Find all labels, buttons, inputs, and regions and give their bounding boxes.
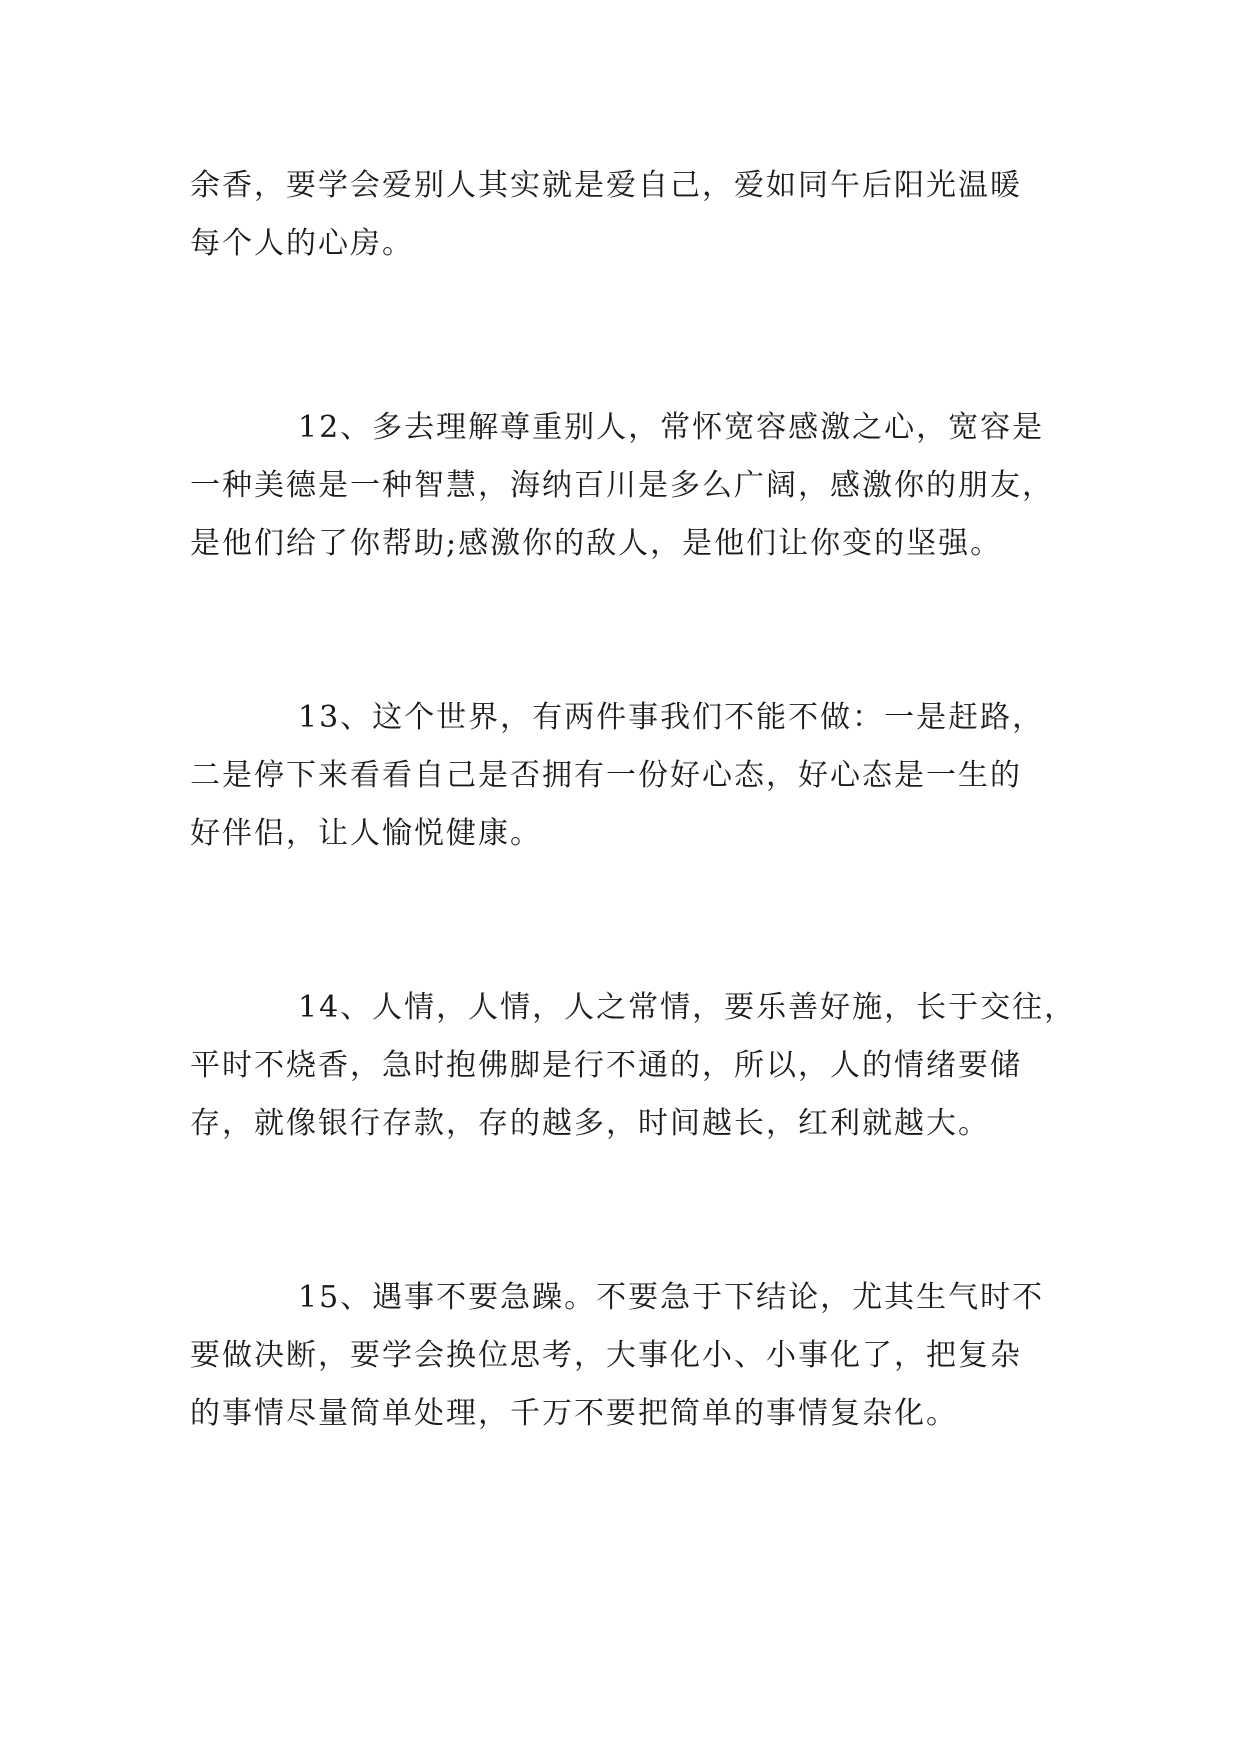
paragraph-line: 每个人的心房。 xyxy=(190,226,414,261)
paragraph-item-15 xyxy=(190,1269,1070,1443)
paragraph-continuation xyxy=(190,157,1070,273)
paragraph-item-13 xyxy=(190,689,1070,863)
paragraph-line: 二是停下来看看自己是否拥有一份好心态，好心态是一生的 xyxy=(190,758,1022,793)
paragraph-line: 存，就像银行存款，存的越多，时间越长，红利就越大。 xyxy=(190,1106,990,1141)
paragraph-line: 一种美德是一种智慧，海纳百川是多么广阔，感激你的朋友， xyxy=(190,468,1054,503)
paragraph-item-14 xyxy=(190,979,1077,1153)
paragraph-item-12 xyxy=(190,399,1070,573)
paragraph-line: 15、遇事不要急躁。不要急于下结论，尤其生气时不 xyxy=(298,1280,1045,1315)
paragraph-line: 余香，要学会爱别人其实就是爱自己，爱如同午后阳光温暖 xyxy=(190,168,1022,203)
paragraph-line: 平时不烧香，急时抱佛脚是行不通的，所以，人的情绪要储 xyxy=(190,1048,1022,1083)
paragraph-line: 12、多去理解尊重别人，常怀宽容感激之心，宽容是 xyxy=(298,410,1045,445)
paragraph-line: 是他们给了你帮助;感激你的敌人，是他们让你变的坚强。 xyxy=(190,526,1003,561)
paragraph-line: 要做决断，要学会换位思考，大事化小、小事化了，把复杂 xyxy=(190,1338,1022,1373)
paragraph-line: 好伴侣，让人愉悦健康。 xyxy=(190,816,542,851)
paragraph-line: 的事情尽量简单处理，千万不要把简单的事情复杂化。 xyxy=(190,1396,958,1431)
paragraph-line: 13、这个世界，有两件事我们不能不做：一是赶路， xyxy=(298,700,1045,735)
paragraph-line: 14、人情，人情，人之常情，要乐善好施，长于交往， xyxy=(298,990,1077,1025)
